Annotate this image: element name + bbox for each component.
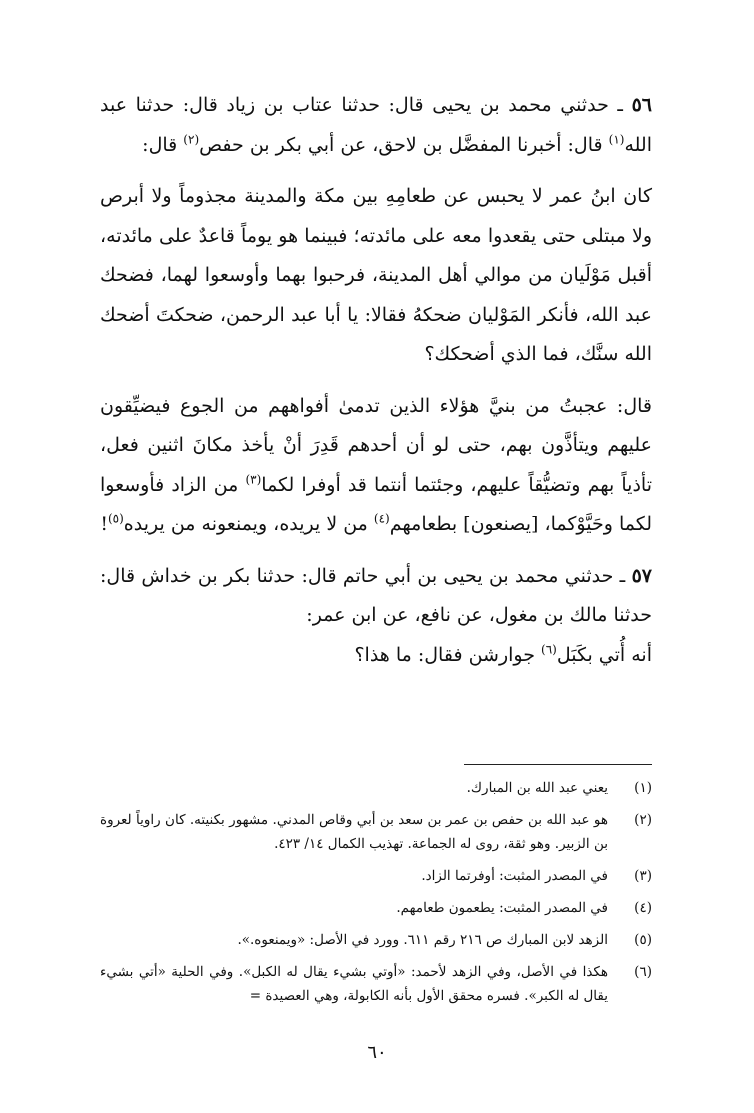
hadith-56-matn-2 bbox=[100, 387, 652, 545]
hadith-57-isnad bbox=[100, 557, 652, 636]
footnote-text: في المصدر المثبت: يطعمون طعامهم. bbox=[396, 900, 608, 916]
main-text bbox=[100, 86, 652, 675]
footnote-ref-1: (١) bbox=[608, 132, 625, 147]
footnote-number: (٥) bbox=[634, 932, 652, 948]
isnad-part: حفص bbox=[199, 133, 244, 156]
hadith-57-number: ٥٧ bbox=[631, 564, 652, 587]
hadith-56-matn-1: كان ابنُ عمر لا يحبس عن طعامِهِ بين مكة والمدينة مجذوماً ولا أبرص ولا مبتلى حتى يقعدوا معه على مائدته؛ فبينما هو يوماً قاعدٌ على مائدته، أقبل مَوْلَيان من موالي أهل المدينة، فرحبوا بهما وأوسعوا لهما، فضحك عبد الله، فأنكر المَوْليان ضحكهُ فقالا: يا أبا عبد الرحمن، ضحكتَ أضحك الله سنَّك، فما الذي أضحكك؟ bbox=[100, 185, 652, 365]
footnote-ref-5: (٥) bbox=[107, 511, 124, 526]
footnote bbox=[100, 896, 652, 920]
isnad-part: قال: أخبرنا المفضَّل بن لاحق، عن أبي بكر بن bbox=[249, 133, 609, 156]
footnote-ref-4: (٤) bbox=[373, 511, 390, 526]
footnote-ref-2: (٢) bbox=[183, 132, 200, 147]
footnote bbox=[100, 808, 652, 856]
matn-part: من لا يريده، ويمنعونه من يريده bbox=[123, 513, 374, 535]
footnote-number: (١) bbox=[634, 780, 652, 796]
footnote-text: الزهد لابن المبارك ص ٢١٦ رقم ٦١١. وورد في الأصل: «ويمنعوه.». bbox=[237, 932, 608, 948]
footnote bbox=[100, 776, 652, 800]
isnad-part: قال: bbox=[142, 133, 184, 156]
footnote bbox=[100, 960, 652, 1008]
footnote-ref-3: (٣) bbox=[245, 472, 262, 487]
isnad-text: ـ حدثني محمد بن يحيى بن أبي حاتم قال: حدثنا بكر بن خداش قال: حدثنا مالك بن مغول، عن نافع، عن ابن عمر: bbox=[100, 564, 652, 626]
matn-part: قال: عجبتُ من بنيَّ هؤلاء الذين تدمىٰ أفواههم من الجوع فيضيِّقون عليهم ويتأذَّون بهم، حتى لو أن أحدهم قَدِرَ أنْ يأخذ مكانَ اثنين فعل، تأذياً بهم وتضيُّقاً عليهم، وجئتما أنتما قد أوفرا لكما bbox=[100, 394, 652, 496]
hadith-56-isnad bbox=[100, 86, 652, 165]
footnote-separator bbox=[464, 764, 652, 765]
matn-part: ! bbox=[100, 513, 108, 535]
footnote-number: (٦) bbox=[634, 964, 652, 980]
hadith-57-matn bbox=[100, 636, 652, 676]
page-number: ٦٠ bbox=[367, 1042, 387, 1063]
footnote-ref-6: (٦) bbox=[541, 642, 557, 657]
isnad-part: حدثنا عبد الله bbox=[100, 94, 652, 156]
footnote-text: في المصدر المثبت: أوفرتما الزاد. bbox=[421, 868, 608, 884]
matn-part: جوارشن فقال: ما هذا؟ bbox=[354, 643, 542, 666]
footnote-text: يعني عبد الله بن المبارك. bbox=[466, 780, 608, 796]
footnote-number: (٤) bbox=[634, 900, 652, 916]
footnote bbox=[100, 928, 652, 952]
footnote-number: (٢) bbox=[634, 812, 652, 828]
matn-part: من الزاد فأوسعوا لكما وحَيَّوْكما، [يصنعون] بطعامهم bbox=[100, 473, 652, 535]
footnote bbox=[100, 864, 652, 888]
isnad-part: ـ حدثني محمد بن يحيى قال: حدثنا عتاب بن زياد قال: bbox=[182, 94, 623, 116]
hadith-56-number: ٥٦ bbox=[631, 94, 652, 116]
matn-part: أنه أُتي بكَبَل bbox=[556, 643, 652, 666]
footnote-text: هكذا في الأصل، وفي الزهد لأحمد: «أوتي بشيء يقال له الكبل». وفي الحلية «أتي بشيء يقال له الكبر». فسره محقق الأول بأنه الكابولة، وهي العصيدة = bbox=[100, 964, 608, 1004]
footnote-number: (٣) bbox=[634, 868, 652, 884]
footnotes bbox=[100, 776, 652, 1016]
footnote-text: هو عبد الله بن حفص بن عمر بن سعد بن أبي وقاص المدني. مشهور بكنيته. كان راوياً لعروة بن الزبير. وهو ثقة، روى له الجماعة. تهذيب الكمال ١٤/ ٤٢٣. bbox=[100, 812, 608, 852]
